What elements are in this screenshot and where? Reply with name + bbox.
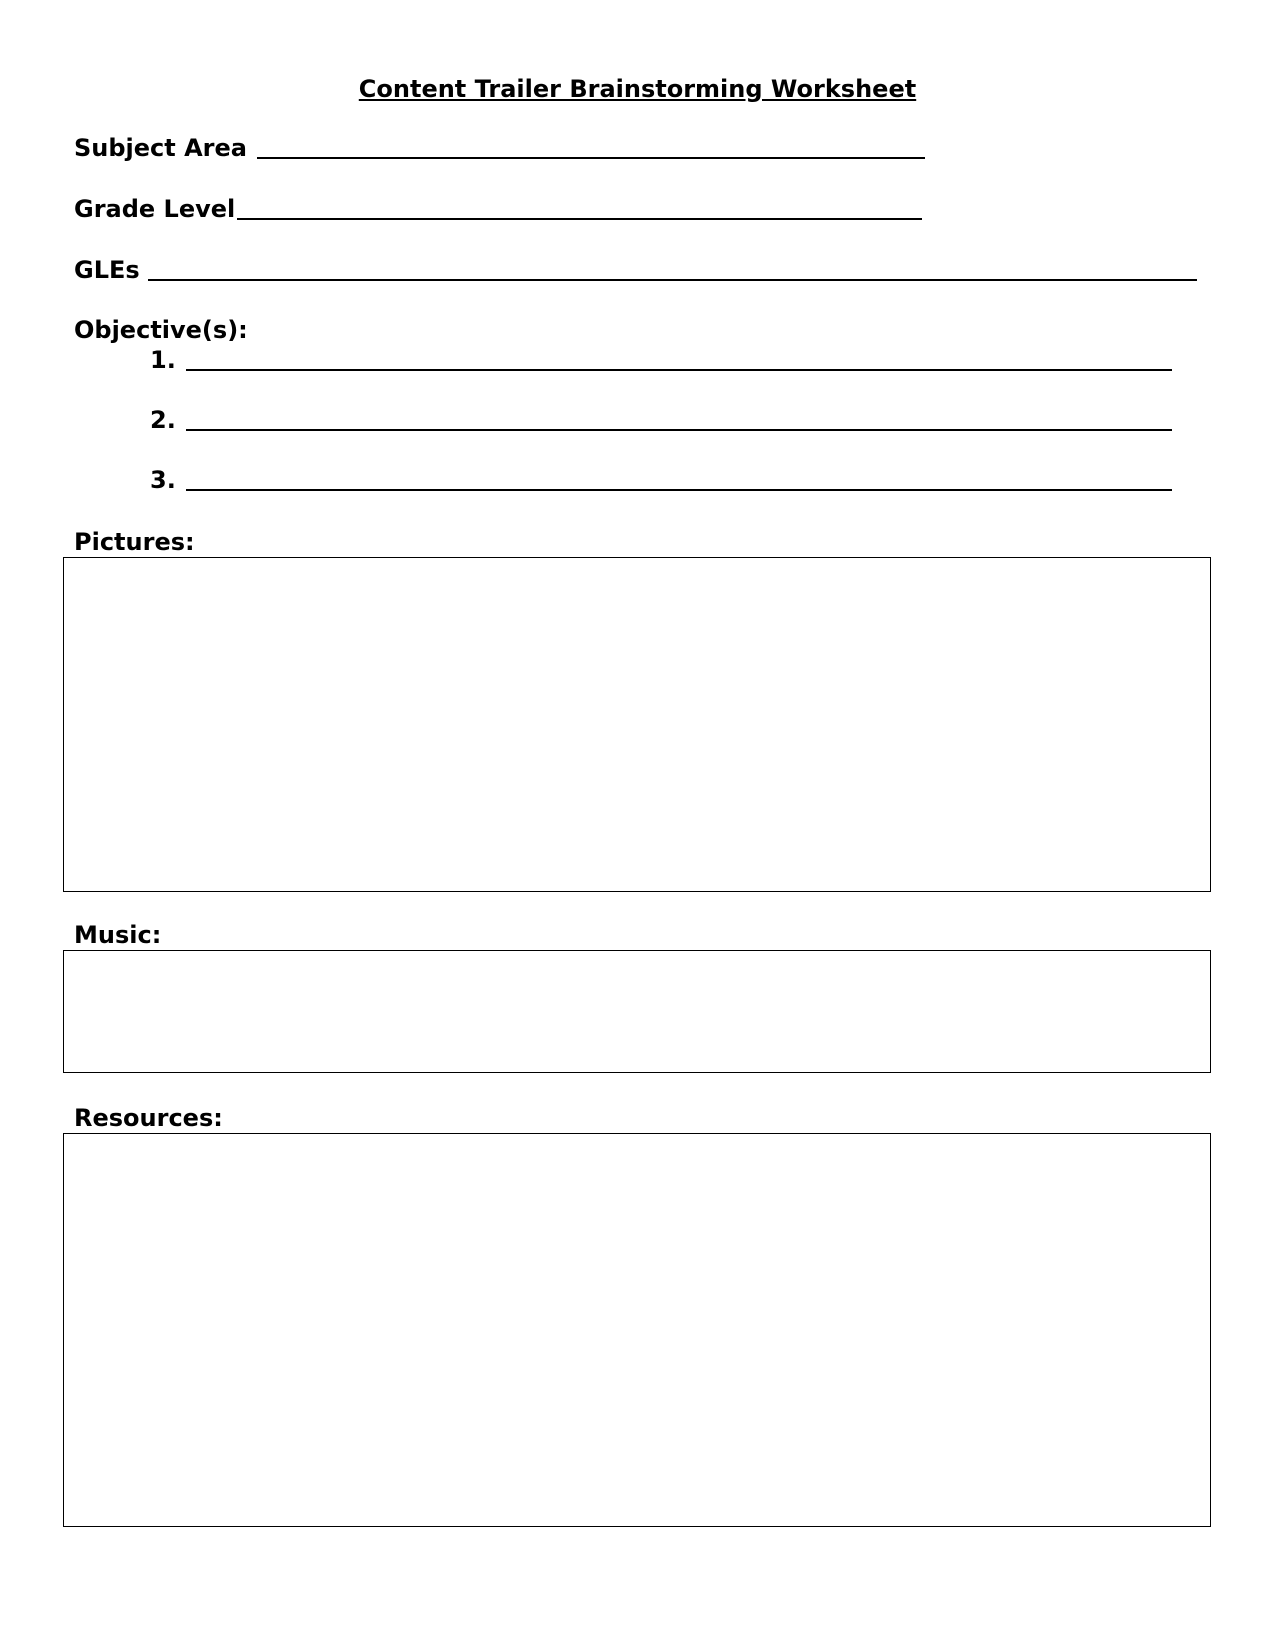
grade-level-row xyxy=(74,194,922,224)
objective-number: 3. xyxy=(150,466,176,494)
gles-label: GLEs xyxy=(74,256,140,284)
pictures-box[interactable] xyxy=(63,557,1211,892)
page-title: Content Trailer Brainstorming Worksheet xyxy=(358,75,917,103)
objective-row-1 xyxy=(150,345,1172,375)
grade-level-label: Grade Level xyxy=(74,195,236,223)
subject-area-row xyxy=(74,133,925,163)
objective-row-3 xyxy=(150,465,1172,495)
pictures-label: Pictures: xyxy=(74,528,195,556)
gles-row xyxy=(74,255,1197,285)
objective-row-2 xyxy=(150,405,1172,435)
objective-number: 2. xyxy=(150,406,176,434)
objective-field-1[interactable] xyxy=(186,345,1172,371)
resources-label: Resources: xyxy=(74,1104,223,1132)
gles-field[interactable] xyxy=(148,255,1197,281)
grade-level-field[interactable] xyxy=(237,194,922,220)
objectives-label: Objective(s): xyxy=(74,316,248,344)
subject-area-label: Subject Area xyxy=(74,134,247,162)
objective-field-3[interactable] xyxy=(186,465,1172,491)
music-label: Music: xyxy=(74,921,162,949)
subject-area-field[interactable] xyxy=(257,133,925,159)
music-box[interactable] xyxy=(63,950,1211,1073)
objective-field-2[interactable] xyxy=(186,405,1172,431)
objective-number: 1. xyxy=(150,346,176,374)
resources-box[interactable] xyxy=(63,1133,1211,1527)
